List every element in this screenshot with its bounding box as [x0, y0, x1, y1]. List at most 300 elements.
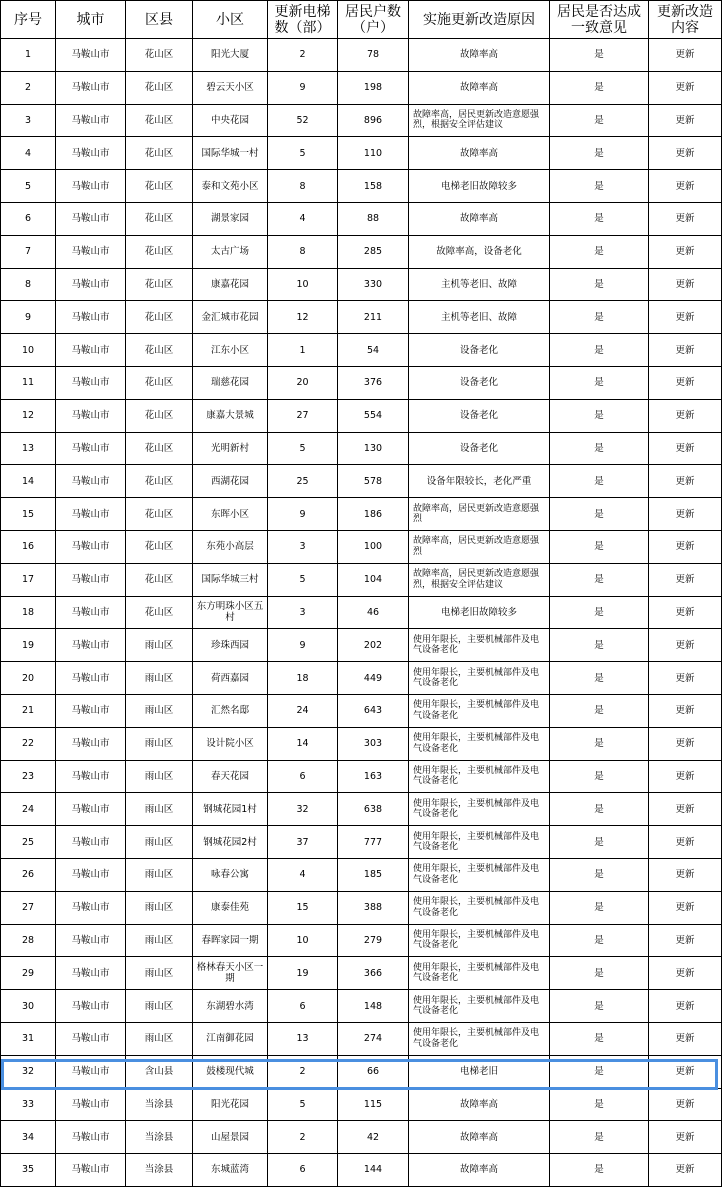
- header-reason: 实施更新改造原因: [409, 1, 550, 39]
- cell-district: 当涂县: [126, 1121, 193, 1154]
- cell-reason: 故障率高: [409, 1121, 550, 1154]
- cell-elevator-count: 20: [268, 366, 338, 399]
- cell-reason: 设备老化: [409, 366, 550, 399]
- cell-community: 春晖家园一期: [193, 924, 268, 957]
- cell-city: 马鞍山市: [56, 235, 126, 268]
- cell-index: 5: [1, 170, 56, 203]
- cell-index: 3: [1, 104, 56, 137]
- cell-district: 花山区: [126, 301, 193, 334]
- cell-households: 202: [338, 629, 409, 662]
- cell-consensus: 是: [550, 563, 649, 596]
- cell-city: 马鞍山市: [56, 826, 126, 859]
- cell-community: 东苑小高层: [193, 530, 268, 563]
- cell-content: 更新: [649, 793, 722, 826]
- cell-community: 金汇城市花园: [193, 301, 268, 334]
- cell-households: 896: [338, 104, 409, 137]
- cell-elevator-count: 14: [268, 727, 338, 760]
- cell-community: 钢城花园1村: [193, 793, 268, 826]
- cell-index: 17: [1, 563, 56, 596]
- cell-reason: 使用年限长，主要机械部件及电气设备老化: [409, 990, 550, 1023]
- cell-district: 花山区: [126, 498, 193, 531]
- cell-consensus: 是: [550, 924, 649, 957]
- header-consensus: 居民是否达成一致意见: [550, 1, 649, 39]
- cell-content: 更新: [649, 235, 722, 268]
- cell-households: 777: [338, 826, 409, 859]
- cell-reason: 故障率高: [409, 71, 550, 104]
- cell-community: 春天花园: [193, 760, 268, 793]
- cell-city: 马鞍山市: [56, 399, 126, 432]
- cell-reason: 设备老化: [409, 432, 550, 465]
- cell-reason: 使用年限长，主要机械部件及电气设备老化: [409, 793, 550, 826]
- cell-content: 更新: [649, 694, 722, 727]
- cell-community: 康泰佳苑: [193, 891, 268, 924]
- cell-elevator-count: 1: [268, 334, 338, 367]
- cell-elevator-count: 25: [268, 465, 338, 498]
- cell-households: 449: [338, 662, 409, 695]
- cell-reason: 使用年限长，主要机械部件及电气设备老化: [409, 760, 550, 793]
- table-row[interactable]: [1, 1154, 722, 1187]
- cell-elevator-count: 37: [268, 826, 338, 859]
- table-row[interactable]: [1, 858, 722, 891]
- cell-district: 花山区: [126, 563, 193, 596]
- cell-city: 马鞍山市: [56, 202, 126, 235]
- cell-community: 太古广场: [193, 235, 268, 268]
- cell-district: 花山区: [126, 366, 193, 399]
- table-row[interactable]: [1, 301, 722, 334]
- cell-content: 更新: [649, 498, 722, 531]
- cell-elevator-count: 9: [268, 71, 338, 104]
- cell-households: 185: [338, 858, 409, 891]
- cell-reason: 使用年限长，主要机械部件及电气设备老化: [409, 629, 550, 662]
- cell-city: 马鞍山市: [56, 727, 126, 760]
- cell-district: 雨山区: [126, 662, 193, 695]
- cell-city: 马鞍山市: [56, 366, 126, 399]
- cell-city: 马鞍山市: [56, 990, 126, 1023]
- cell-index: 25: [1, 826, 56, 859]
- cell-consensus: 是: [550, 694, 649, 727]
- cell-district: 花山区: [126, 137, 193, 170]
- cell-consensus: 是: [550, 596, 649, 629]
- cell-consensus: 是: [550, 399, 649, 432]
- cell-district: 含山县: [126, 1055, 193, 1088]
- table-row[interactable]: [1, 924, 722, 957]
- cell-district: 花山区: [126, 334, 193, 367]
- cell-consensus: 是: [550, 662, 649, 695]
- cell-consensus: 是: [550, 137, 649, 170]
- table-row[interactable]: [1, 202, 722, 235]
- cell-consensus: 是: [550, 334, 649, 367]
- table-row[interactable]: [1, 334, 722, 367]
- table-row[interactable]: [1, 268, 722, 301]
- cell-community: 咏春公寓: [193, 858, 268, 891]
- cell-consensus: 是: [550, 235, 649, 268]
- cell-elevator-count: 6: [268, 760, 338, 793]
- cell-consensus: 是: [550, 793, 649, 826]
- cell-elevator-count: 32: [268, 793, 338, 826]
- cell-households: 330: [338, 268, 409, 301]
- cell-reason: 使用年限长，主要机械部件及电气设备老化: [409, 957, 550, 990]
- cell-reason: 使用年限长，主要机械部件及电气设备老化: [409, 662, 550, 695]
- table-row[interactable]: [1, 563, 722, 596]
- cell-content: 更新: [649, 596, 722, 629]
- table-row[interactable]: [1, 727, 722, 760]
- cell-city: 马鞍山市: [56, 662, 126, 695]
- cell-households: 104: [338, 563, 409, 596]
- cell-community: 东晖小区: [193, 498, 268, 531]
- table-row[interactable]: [1, 530, 722, 563]
- cell-district: 雨山区: [126, 694, 193, 727]
- cell-district: 当涂县: [126, 1088, 193, 1121]
- cell-elevator-count: 13: [268, 1022, 338, 1055]
- table-row[interactable]: [1, 1088, 722, 1121]
- cell-elevator-count: 8: [268, 235, 338, 268]
- cell-city: 马鞍山市: [56, 334, 126, 367]
- cell-district: 雨山区: [126, 990, 193, 1023]
- cell-community: 东湖碧水湾: [193, 990, 268, 1023]
- cell-elevator-count: 5: [268, 563, 338, 596]
- cell-consensus: 是: [550, 71, 649, 104]
- cell-community: 光明新村: [193, 432, 268, 465]
- cell-households: 554: [338, 399, 409, 432]
- table-row[interactable]: [1, 137, 722, 170]
- cell-city: 马鞍山市: [56, 957, 126, 990]
- cell-content: 更新: [649, 924, 722, 957]
- cell-households: 578: [338, 465, 409, 498]
- cell-content: 更新: [649, 891, 722, 924]
- cell-households: 42: [338, 1121, 409, 1154]
- cell-district: 雨山区: [126, 727, 193, 760]
- cell-consensus: 是: [550, 39, 649, 72]
- cell-content: 更新: [649, 104, 722, 137]
- cell-index: 28: [1, 924, 56, 957]
- cell-households: 198: [338, 71, 409, 104]
- cell-households: 186: [338, 498, 409, 531]
- cell-consensus: 是: [550, 530, 649, 563]
- cell-content: 更新: [649, 1121, 722, 1154]
- table-row[interactable]: [1, 39, 722, 72]
- cell-consensus: 是: [550, 957, 649, 990]
- cell-community: 鼓楼现代城: [193, 1055, 268, 1088]
- table-row[interactable]: [1, 1022, 722, 1055]
- header-households: 居民户数（户）: [338, 1, 409, 39]
- table-row[interactable]: [1, 826, 722, 859]
- cell-content: 更新: [649, 826, 722, 859]
- table-row[interactable]: [1, 760, 722, 793]
- cell-consensus: 是: [550, 727, 649, 760]
- cell-elevator-count: 3: [268, 596, 338, 629]
- table-row[interactable]: [1, 662, 722, 695]
- cell-households: 388: [338, 891, 409, 924]
- cell-district: 雨山区: [126, 891, 193, 924]
- cell-elevator-count: 6: [268, 990, 338, 1023]
- cell-households: 643: [338, 694, 409, 727]
- cell-households: 88: [338, 202, 409, 235]
- header-city: 城市: [56, 1, 126, 39]
- cell-reason: 电梯老旧: [409, 1055, 550, 1088]
- cell-content: 更新: [649, 858, 722, 891]
- cell-consensus: 是: [550, 1055, 649, 1088]
- cell-city: 马鞍山市: [56, 924, 126, 957]
- cell-city: 马鞍山市: [56, 465, 126, 498]
- table-row[interactable]: [1, 957, 722, 990]
- cell-content: 更新: [649, 334, 722, 367]
- cell-elevator-count: 4: [268, 202, 338, 235]
- cell-households: 115: [338, 1088, 409, 1121]
- table-row[interactable]: [1, 170, 722, 203]
- table-row[interactable]: [1, 366, 722, 399]
- cell-households: 274: [338, 1022, 409, 1055]
- cell-households: 163: [338, 760, 409, 793]
- cell-consensus: 是: [550, 1088, 649, 1121]
- cell-elevator-count: 3: [268, 530, 338, 563]
- cell-content: 更新: [649, 563, 722, 596]
- cell-district: 花山区: [126, 202, 193, 235]
- cell-households: 148: [338, 990, 409, 1023]
- cell-content: 更新: [649, 268, 722, 301]
- cell-district: 花山区: [126, 39, 193, 72]
- cell-community: 汇然名邸: [193, 694, 268, 727]
- cell-city: 马鞍山市: [56, 301, 126, 334]
- cell-content: 更新: [649, 662, 722, 695]
- cell-index: 29: [1, 957, 56, 990]
- cell-elevator-count: 2: [268, 39, 338, 72]
- cell-households: 211: [338, 301, 409, 334]
- cell-consensus: 是: [550, 990, 649, 1023]
- cell-reason: 故障率高: [409, 1154, 550, 1187]
- header-index: 序号: [1, 1, 56, 39]
- cell-community: 珍珠西园: [193, 629, 268, 662]
- cell-city: 马鞍山市: [56, 760, 126, 793]
- cell-index: 32: [1, 1055, 56, 1088]
- cell-content: 更新: [649, 990, 722, 1023]
- cell-households: 366: [338, 957, 409, 990]
- table-row[interactable]: [1, 694, 722, 727]
- cell-community: 设计院小区: [193, 727, 268, 760]
- cell-community: 碧云天小区: [193, 71, 268, 104]
- cell-community: 阳光花园: [193, 1088, 268, 1121]
- cell-consensus: 是: [550, 629, 649, 662]
- cell-index: 1: [1, 39, 56, 72]
- cell-district: 花山区: [126, 530, 193, 563]
- cell-index: 33: [1, 1088, 56, 1121]
- table-row[interactable]: [1, 629, 722, 662]
- cell-households: 110: [338, 137, 409, 170]
- cell-index: 6: [1, 202, 56, 235]
- cell-index: 11: [1, 366, 56, 399]
- table-body: [1, 39, 722, 1187]
- table-row[interactable]: [1, 235, 722, 268]
- cell-community: 瑞慈花园: [193, 366, 268, 399]
- cell-reason: 使用年限长，主要机械部件及电气设备老化: [409, 1022, 550, 1055]
- cell-district: 雨山区: [126, 760, 193, 793]
- cell-community: 阳光大厦: [193, 39, 268, 72]
- cell-community: 东方明珠小区五村: [193, 596, 268, 629]
- cell-city: 马鞍山市: [56, 1121, 126, 1154]
- cell-index: 22: [1, 727, 56, 760]
- cell-city: 马鞍山市: [56, 1088, 126, 1121]
- cell-district: 雨山区: [126, 858, 193, 891]
- cell-elevator-count: 5: [268, 137, 338, 170]
- table-row[interactable]: [1, 793, 722, 826]
- cell-community: 山屋景园: [193, 1121, 268, 1154]
- cell-index: 4: [1, 137, 56, 170]
- cell-index: 30: [1, 990, 56, 1023]
- cell-city: 马鞍山市: [56, 530, 126, 563]
- cell-index: 2: [1, 71, 56, 104]
- cell-community: 国际华城三村: [193, 563, 268, 596]
- table-row[interactable]: [1, 399, 722, 432]
- cell-consensus: 是: [550, 760, 649, 793]
- cell-households: 78: [338, 39, 409, 72]
- cell-reason: 使用年限长，主要机械部件及电气设备老化: [409, 924, 550, 957]
- cell-index: 18: [1, 596, 56, 629]
- cell-consensus: 是: [550, 891, 649, 924]
- cell-reason: 故障率高，设备老化: [409, 235, 550, 268]
- cell-reason: 使用年限长，主要机械部件及电气设备老化: [409, 891, 550, 924]
- cell-community: 泰和文苑小区: [193, 170, 268, 203]
- cell-reason: 故障率高，居民更新改造意愿强烈: [409, 498, 550, 531]
- cell-community: 江南御花园: [193, 1022, 268, 1055]
- header-community: 小区: [193, 1, 268, 39]
- cell-community: 荷西嘉园: [193, 662, 268, 695]
- cell-elevator-count: 19: [268, 957, 338, 990]
- cell-reason: 设备老化: [409, 334, 550, 367]
- cell-elevator-count: 2: [268, 1121, 338, 1154]
- cell-district: 花山区: [126, 399, 193, 432]
- cell-index: 31: [1, 1022, 56, 1055]
- cell-city: 马鞍山市: [56, 137, 126, 170]
- cell-city: 马鞍山市: [56, 498, 126, 531]
- cell-district: 花山区: [126, 235, 193, 268]
- cell-content: 更新: [649, 1055, 722, 1088]
- table-row[interactable]: [1, 990, 722, 1023]
- cell-elevator-count: 2: [268, 1055, 338, 1088]
- cell-city: 马鞍山市: [56, 629, 126, 662]
- cell-elevator-count: 4: [268, 858, 338, 891]
- cell-consensus: 是: [550, 858, 649, 891]
- cell-content: 更新: [649, 1022, 722, 1055]
- cell-index: 8: [1, 268, 56, 301]
- header-content: 更新改造内容: [649, 1, 722, 39]
- cell-content: 更新: [649, 1088, 722, 1121]
- cell-reason: 故障率高: [409, 137, 550, 170]
- cell-households: 285: [338, 235, 409, 268]
- cell-district: 花山区: [126, 596, 193, 629]
- cell-reason: 使用年限长，主要机械部件及电气设备老化: [409, 727, 550, 760]
- table-row[interactable]: [1, 432, 722, 465]
- cell-district: 雨山区: [126, 826, 193, 859]
- cell-content: 更新: [649, 629, 722, 662]
- cell-reason: 设备老化: [409, 399, 550, 432]
- cell-community: 康嘉花园: [193, 268, 268, 301]
- cell-index: 13: [1, 432, 56, 465]
- table-row[interactable]: [1, 1055, 722, 1088]
- cell-consensus: 是: [550, 170, 649, 203]
- table-row[interactable]: [1, 465, 722, 498]
- cell-index: 14: [1, 465, 56, 498]
- table-row[interactable]: [1, 498, 722, 531]
- cell-index: 19: [1, 629, 56, 662]
- cell-community: 中央花园: [193, 104, 268, 137]
- cell-index: 20: [1, 662, 56, 695]
- cell-content: 更新: [649, 432, 722, 465]
- cell-district: 雨山区: [126, 924, 193, 957]
- cell-district: 花山区: [126, 170, 193, 203]
- cell-city: 马鞍山市: [56, 1055, 126, 1088]
- cell-city: 马鞍山市: [56, 432, 126, 465]
- cell-index: 9: [1, 301, 56, 334]
- cell-consensus: 是: [550, 1022, 649, 1055]
- cell-content: 更新: [649, 727, 722, 760]
- cell-content: 更新: [649, 530, 722, 563]
- header-row: [1, 1, 722, 39]
- cell-elevator-count: 24: [268, 694, 338, 727]
- cell-content: 更新: [649, 957, 722, 990]
- cell-households: 66: [338, 1055, 409, 1088]
- cell-reason: 电梯老旧故障较多: [409, 596, 550, 629]
- cell-consensus: 是: [550, 268, 649, 301]
- cell-reason: 故障率高: [409, 39, 550, 72]
- cell-households: 376: [338, 366, 409, 399]
- cell-elevator-count: 5: [268, 1088, 338, 1121]
- cell-households: 130: [338, 432, 409, 465]
- cell-reason: 故障率高: [409, 1088, 550, 1121]
- cell-reason: 电梯老旧故障较多: [409, 170, 550, 203]
- cell-consensus: 是: [550, 1154, 649, 1187]
- cell-community: 钢城花园2村: [193, 826, 268, 859]
- table-row[interactable]: [1, 596, 722, 629]
- cell-index: 12: [1, 399, 56, 432]
- cell-households: 279: [338, 924, 409, 957]
- cell-reason: 故障率高: [409, 202, 550, 235]
- cell-consensus: 是: [550, 104, 649, 137]
- cell-elevator-count: 6: [268, 1154, 338, 1187]
- cell-content: 更新: [649, 202, 722, 235]
- cell-city: 马鞍山市: [56, 39, 126, 72]
- cell-content: 更新: [649, 366, 722, 399]
- cell-city: 马鞍山市: [56, 596, 126, 629]
- cell-content: 更新: [649, 1154, 722, 1187]
- cell-index: 27: [1, 891, 56, 924]
- cell-consensus: 是: [550, 366, 649, 399]
- cell-consensus: 是: [550, 826, 649, 859]
- cell-city: 马鞍山市: [56, 1154, 126, 1187]
- cell-district: 当涂县: [126, 1154, 193, 1187]
- cell-community: 康嘉大景城: [193, 399, 268, 432]
- table-row[interactable]: [1, 71, 722, 104]
- cell-reason: 故障率高，居民更新改造意愿强烈: [409, 530, 550, 563]
- cell-reason: 故障率高，居民更新改造意愿强烈，根据安全评估建议: [409, 563, 550, 596]
- cell-reason: 使用年限长，主要机械部件及电气设备老化: [409, 858, 550, 891]
- cell-households: 638: [338, 793, 409, 826]
- cell-elevator-count: 9: [268, 498, 338, 531]
- cell-reason: 设备年限较长，老化严重: [409, 465, 550, 498]
- cell-content: 更新: [649, 39, 722, 72]
- cell-district: 雨山区: [126, 1022, 193, 1055]
- table-row[interactable]: [1, 1121, 722, 1154]
- cell-consensus: 是: [550, 202, 649, 235]
- cell-index: 35: [1, 1154, 56, 1187]
- header-district: 区县: [126, 1, 193, 39]
- cell-content: 更新: [649, 71, 722, 104]
- cell-city: 马鞍山市: [56, 71, 126, 104]
- table-row[interactable]: [1, 891, 722, 924]
- cell-reason: 故障率高，居民更新改造意愿强烈，根据安全评估建议: [409, 104, 550, 137]
- cell-community: 江东小区: [193, 334, 268, 367]
- cell-content: 更新: [649, 301, 722, 334]
- cell-index: 16: [1, 530, 56, 563]
- table-row[interactable]: [1, 104, 722, 137]
